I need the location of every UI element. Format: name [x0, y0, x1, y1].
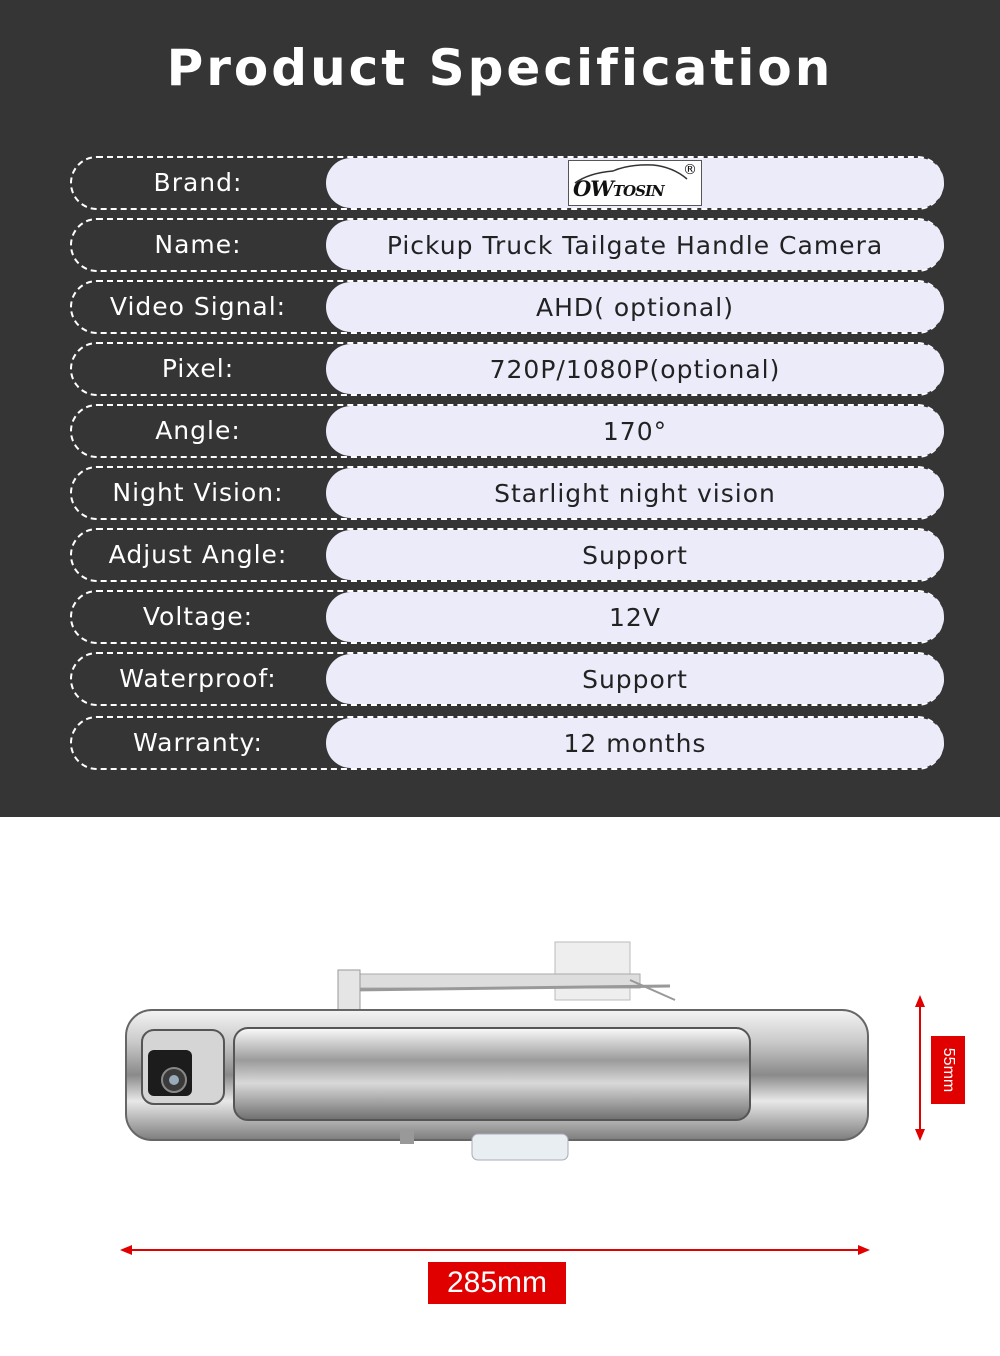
spec-value: 170° — [326, 406, 944, 456]
spec-value: Pickup Truck Tailgate Handle Camera — [326, 220, 944, 270]
spec-label: Name: — [154, 230, 242, 259]
spec-label: Warranty: — [133, 728, 263, 757]
spec-label: Pixel: — [161, 354, 235, 383]
spec-row-video-signal — [70, 280, 944, 334]
height-dimension-label: 55mm — [940, 1047, 957, 1093]
spec-value: Starlight night vision — [326, 468, 944, 518]
registered-mark: ® — [683, 162, 698, 178]
brand-logo-text: OWTOSIN — [573, 176, 664, 201]
spec-row-brand — [70, 156, 944, 210]
page-title: Product Specification — [166, 39, 834, 97]
tailgate-handle-camera-image — [100, 930, 900, 1170]
spec-label: Video Signal: — [109, 292, 287, 321]
spec-value: 12 months — [326, 718, 944, 768]
spec-label: Night Vision: — [112, 478, 284, 507]
spec-row-pixel — [70, 342, 944, 396]
spec-row-angle — [70, 404, 944, 458]
brand-logo — [568, 160, 702, 206]
spec-label: Voltage: — [142, 602, 254, 631]
spec-value: Support — [326, 530, 944, 580]
spec-row-waterproof — [70, 652, 944, 706]
spec-row-name — [70, 218, 944, 272]
spec-row-adjust-angle — [70, 528, 944, 582]
spec-label: Brand: — [153, 168, 243, 197]
width-dimension-label: 285mm — [428, 1262, 566, 1304]
height-dimension-badge — [931, 1036, 965, 1104]
spec-value: Support — [326, 654, 944, 704]
height-dimension-arrow — [906, 995, 934, 1141]
spec-value: 12V — [326, 592, 944, 642]
spec-value — [326, 158, 944, 208]
width-dimension-arrow — [120, 1238, 870, 1262]
spec-label: Adjust Angle: — [108, 540, 288, 569]
spec-label: Waterproof: — [119, 664, 277, 693]
spec-row-night-vision — [70, 466, 944, 520]
spec-row-warranty — [70, 716, 944, 770]
spec-value: 720P/1080P(optional) — [326, 344, 944, 394]
spec-row-voltage — [70, 590, 944, 644]
spec-value: AHD( optional) — [326, 282, 944, 332]
spec-label: Angle: — [155, 416, 241, 445]
